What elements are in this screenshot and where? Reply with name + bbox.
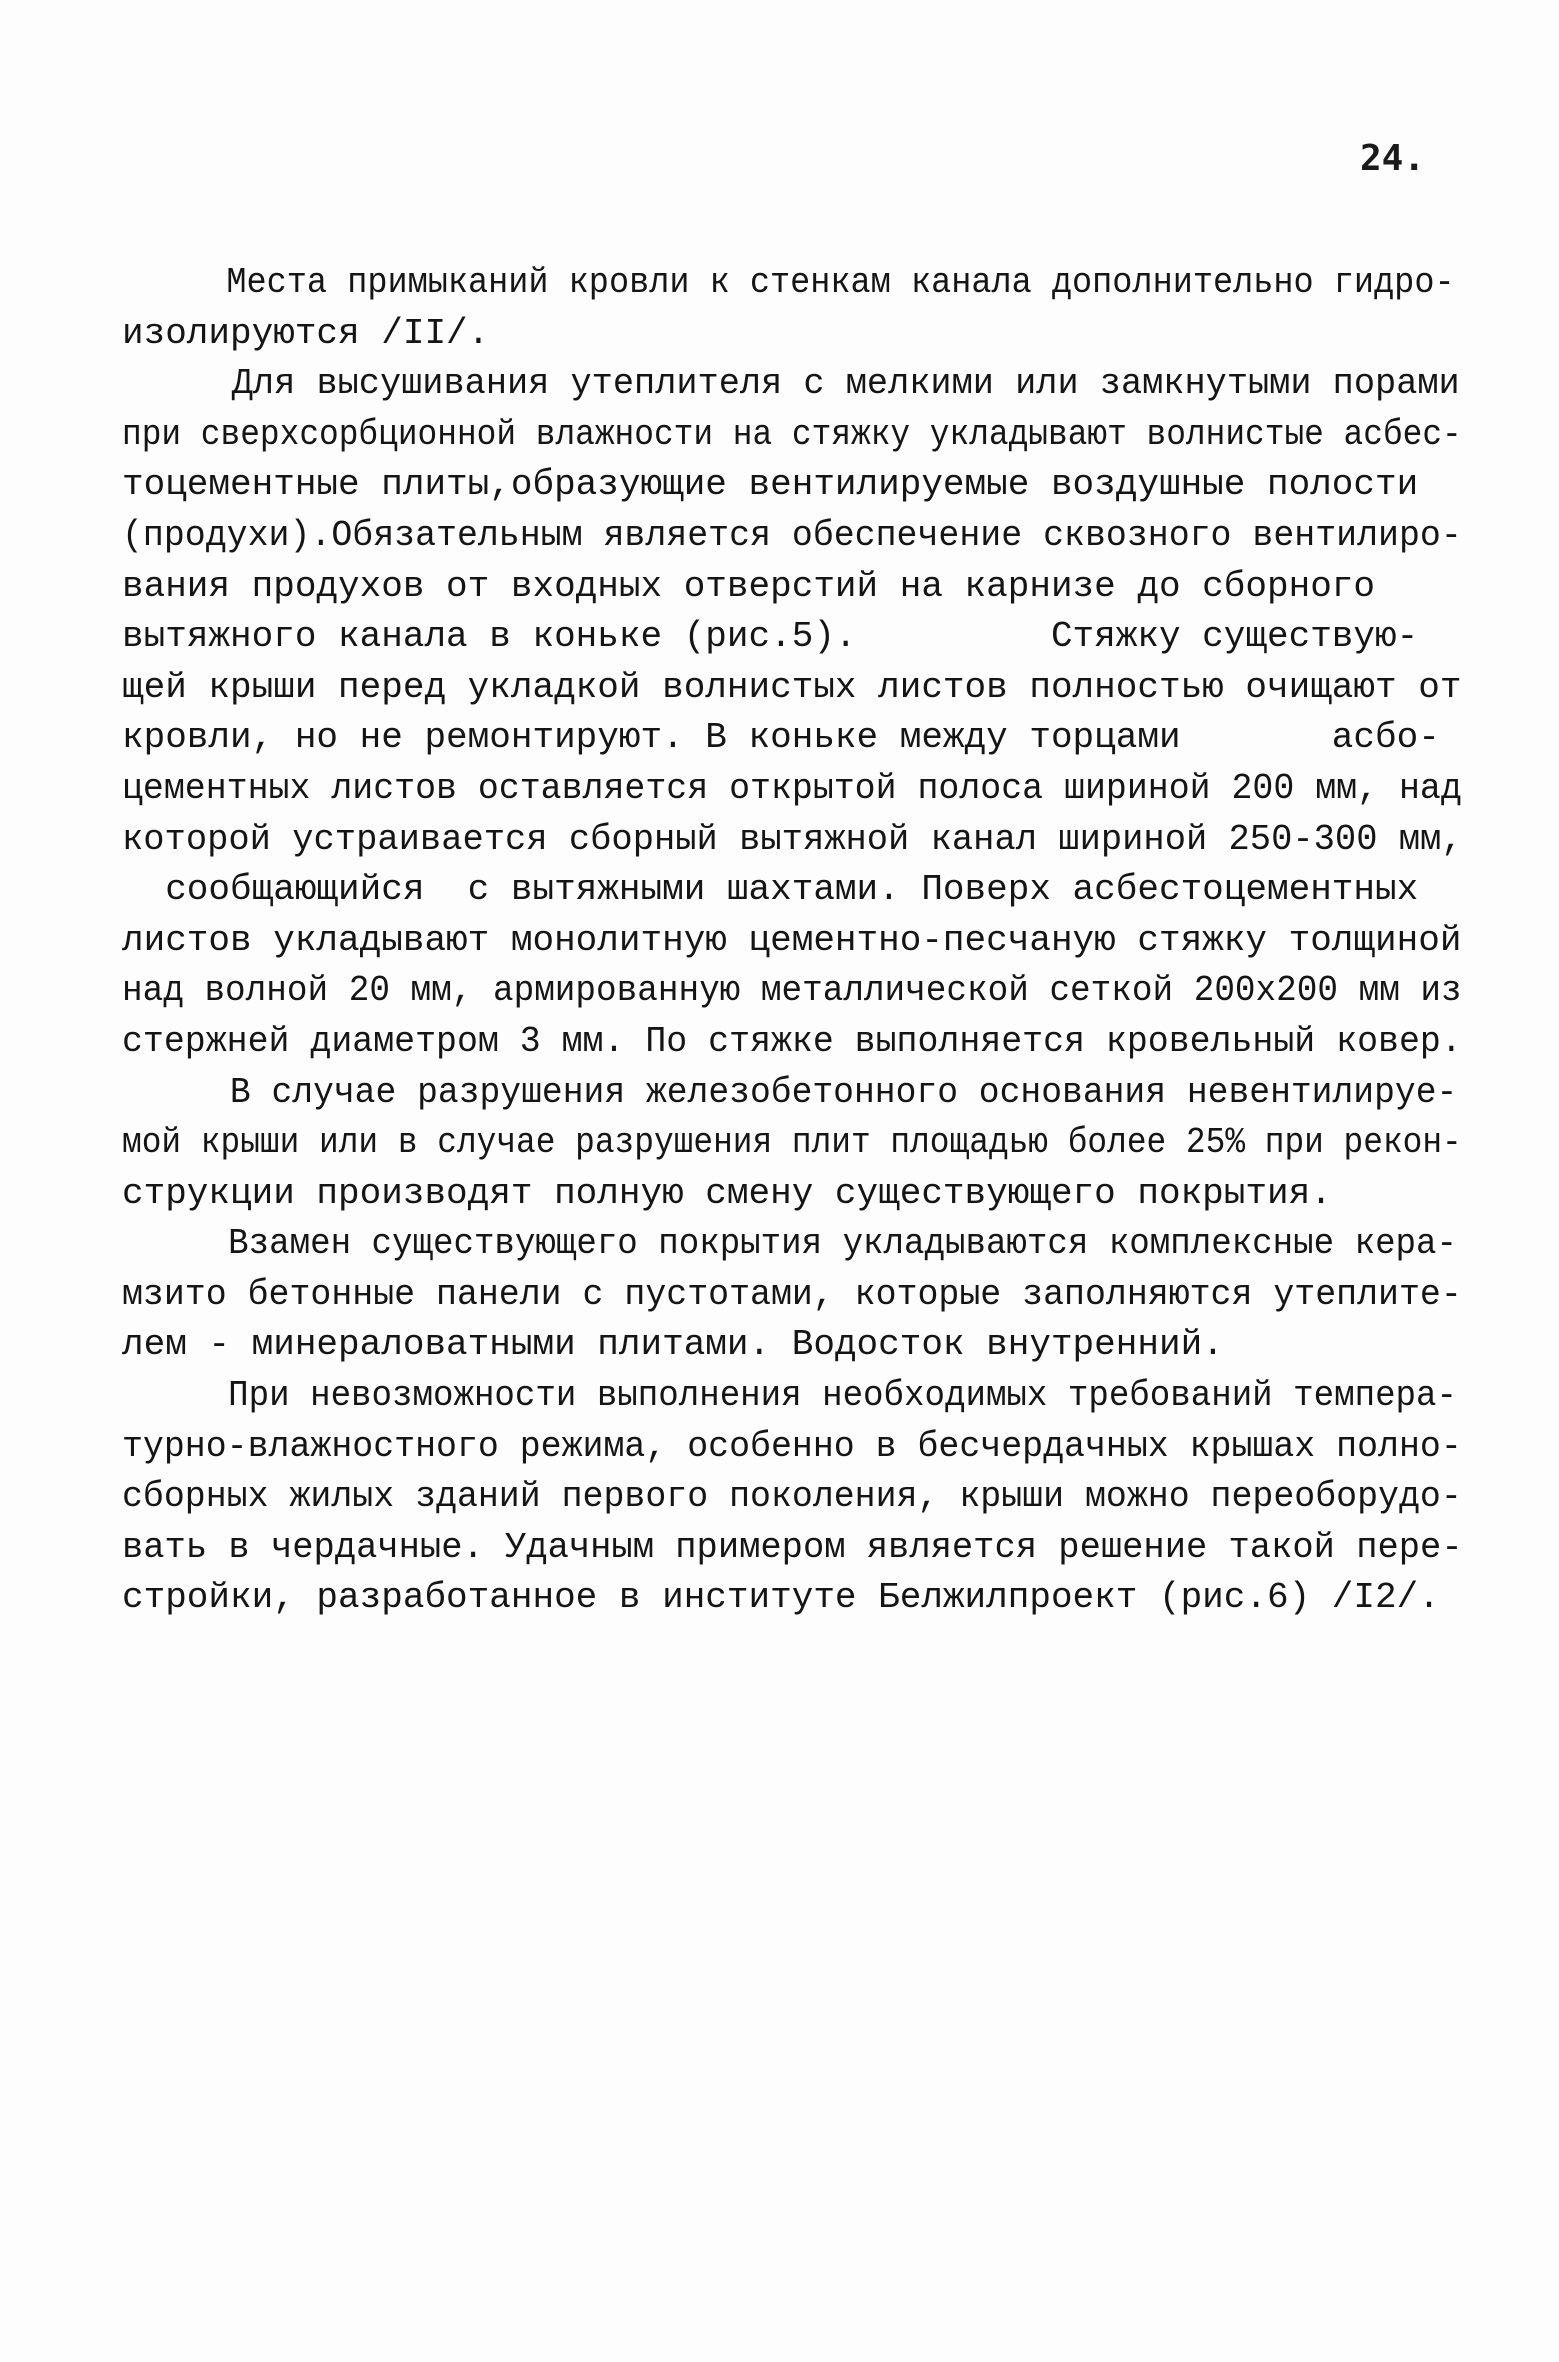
text-line: вать в чердачные. Удачным примером является решение такой пере- [122,1526,1463,1568]
text-line: мзито бетонные панели с пустотами, которые заполняются утеплите- [122,1273,1462,1315]
text-line: щей крыши перед укладкой волнистых листов полностью очищают от [122,666,1462,708]
text-line: вания продухов от входных отверстий на карнизе до сборного [122,565,1376,607]
text-line: Взамен существующего покрытия укладываются комплексные кера- [228,1223,1457,1265]
text-line: Для высушивания утеплителя с мелкими или замкнутыми порами [231,363,1460,405]
text-line: струкции производят полную смену существующего покрытия. [122,1172,1332,1214]
text-line: стройки, разработанное в институте Белжилпроект (рис.6) /I2/. [122,1577,1440,1619]
body-text [122,258,1462,1624]
text-line: лем - минераловатными плитами. Водосток внутренний. [122,1324,1224,1366]
text-line: Места примыканий кровли к стенкам канала дополнительно гидро- [226,262,1455,303]
text-line: кровли, но не ремонтируют. В коньке между торцами асбо- [122,717,1440,759]
text-line: над волной 20 мм, армированную металлической сеткой 200х200 мм из [122,970,1462,1012]
text-line: вытяжного канала в коньке (рис.5). Стяжку существую- [122,616,1419,658]
text-line: листов укладывают монолитную цементно-песчаную стяжку толщиной [122,919,1462,961]
text-line: цементных листов оставляется открытой полоса шириной 200 мм, над [122,767,1462,809]
text-line: В случае разрушения железобетонного основания невентилируе- [229,1071,1458,1113]
text-line: сборных жилых зданий первого поколения, крыши можно переоборудо- [122,1476,1462,1518]
text-line: которой устраивается сборный вытяжной канал шириной 250-300 мм, [122,818,1463,860]
text-line: тоцементные плиты,образующие вентилируемые воздушные полости [122,464,1419,506]
text-line: При невозможности выполнения необходимых требований темпера- [228,1375,1457,1417]
text-line: стержней диаметром 3 мм. По стяжке выполняется кровельный ковер. [122,1020,1462,1062]
text-line: мой крыши или в случае разрушения плит площадью более 25% при рекон- [122,1122,1462,1164]
text-line: изолируются /II/. [122,312,490,354]
text-line: сообщающийся с вытяжными шахтами. Поверх асбестоцементных [122,869,1419,911]
page-number: 24. [1360,138,1426,179]
text-line: при сверхсорбционной влажности на стяжку укладывают волнистые асбес- [122,413,1462,455]
text-line: (продухи).Обязательным является обеспечение сквозного вентилиро- [122,514,1462,556]
text-line: турно-влажностного режима, особенно в бесчердачных крышах полно- [122,1425,1462,1467]
